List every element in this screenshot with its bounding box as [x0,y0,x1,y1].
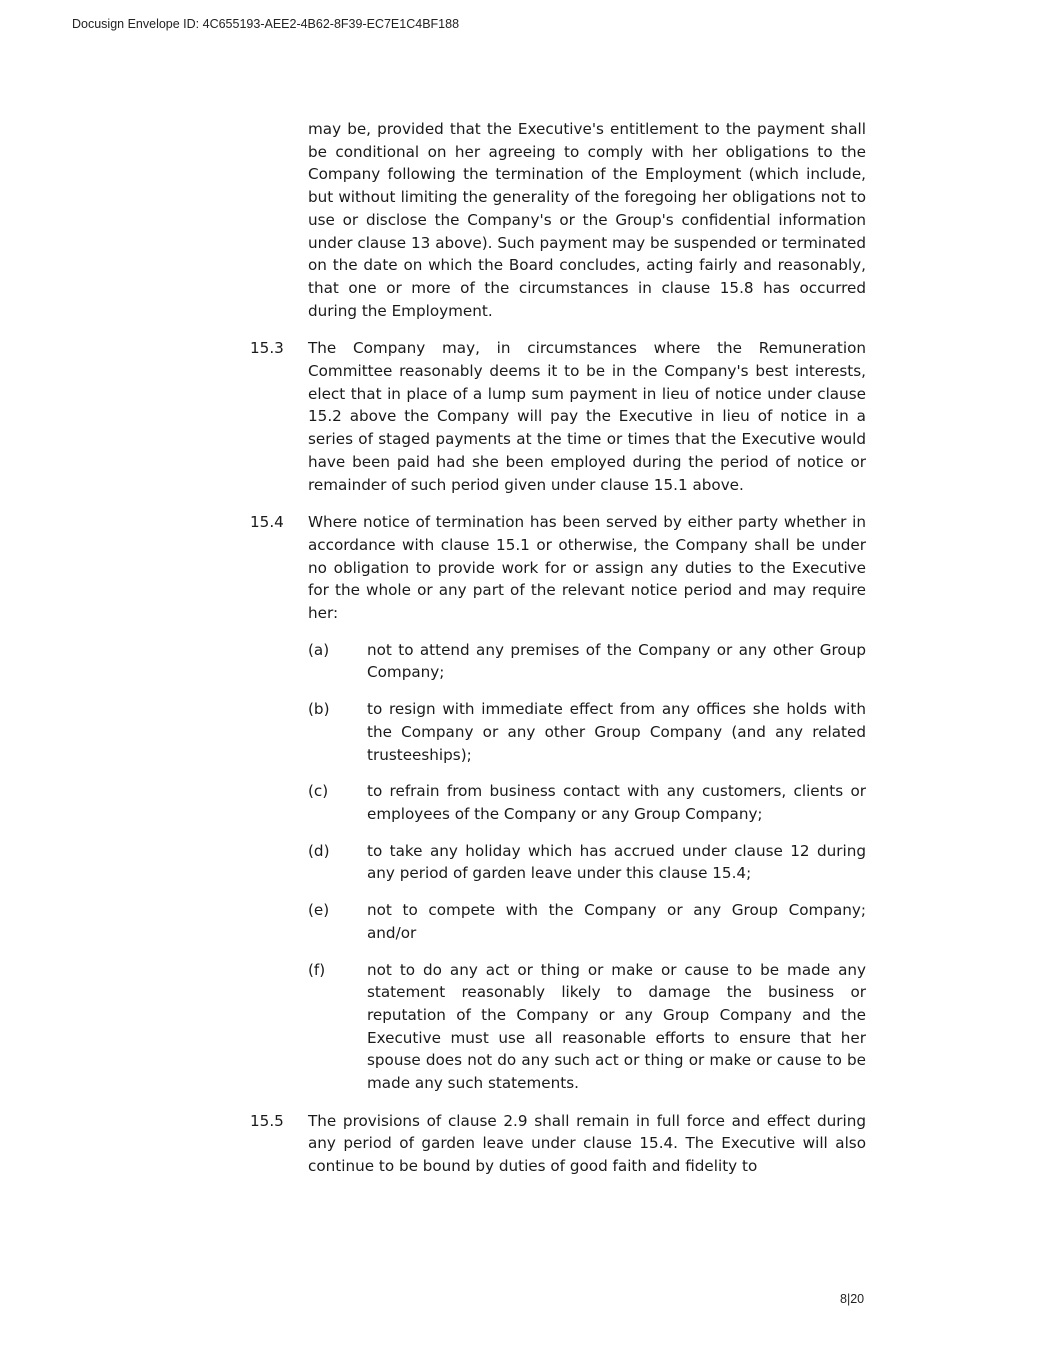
subclause-e [308,899,866,944]
subclause-text: to take any holiday which has accrued under clause 12 during any period of garden leave under this clause 15.4; [367,841,866,883]
docusign-envelope-id: Docusign Envelope ID: 4C655193-AEE2-4B62-8F39-EC7E1C4BF188 [72,17,460,31]
page-number: 8|20 [840,1292,865,1306]
subclause-label: (d) [308,841,330,860]
subclause-c [308,780,866,825]
subclause-label: (e) [308,901,330,920]
subclause-text: to resign with immediate effect from any offices she holds with the Company or any other Group Company (and any related trusteeships); [367,700,866,764]
subclause-text: not to attend any premises of the Company or any other Group Company; [367,640,866,682]
subclause-label: (b) [308,700,330,719]
clause-number: 15.4 [250,513,284,532]
subclause-a [308,639,866,684]
clause-number: 15.3 [250,339,284,358]
clause-15-5 [250,1110,866,1178]
document-body [250,118,866,1178]
clause-number: 15.5 [250,1111,284,1130]
subclause-label: (c) [308,782,329,801]
clause-text: The Company may, in circumstances where the Remuneration Committee reasonably deems it to be in the Company's best interests, elect that in place of a lump sum payment in lieu of notice under clause 15.2 above the Company will pay the Executive in lieu of notice in a series of staged payments at the time or times that the Executive would have been paid had she been employed during the period of notice or remainder of such period given under clause 15.1 above. [308,339,866,494]
clause-text: The provisions of clause 2.9 shall remain in full force and effect during any period of garden leave under clause 15.4. The Executive will also continue to be bound by duties of good faith and fidelity to [308,1111,866,1176]
clause-text: Where notice of termination has been served by either party whether in accordance with clause 15.1 or otherwise, the Company shall be under no obligation to provide work for or assign any duties to the Executive for the whole or any part of the relevant notice period and may require her: [308,513,866,623]
subclause-b [308,698,866,766]
subclause-d [308,840,866,885]
clause-15-3 [250,337,866,496]
subclause-text: not to compete with the Company or any Group Company; and/or [367,901,866,942]
subclause-text: to refrain from business contact with any customers, clients or employees of the Company or any Group Company; [367,782,866,823]
subclause-label: (a) [308,640,330,659]
lead-paragraph: may be, provided that the Executive's entitlement to the payment shall be conditional on her agreeing to comply with her obligations to the Company following the termination of the Employment (which include, but without limiting the generality of the foregoing her obligations not to use or disclose the Company's or the Group's confidential information under clause 13 above). Such payment may be suspended or terminated on the date on which the Board concludes, acting fairly and reasonably, that one or more of the circumstances in clause 15.8 has occurred during the Employment. [308,120,866,320]
clause-15-4 [250,511,866,625]
subclause-f [308,959,866,1095]
subclause-text: not to do any act or thing or make or cause to be made any statement reasonably likely to damage the business or reputation of the Company or any Group Company and the Executive must use all reasonable efforts to ensure that her spouse does not do any such act or thing or make or cause to be made any such statements. [367,960,866,1093]
subclause-label: (f) [308,960,326,979]
subclause-list [308,639,866,1095]
